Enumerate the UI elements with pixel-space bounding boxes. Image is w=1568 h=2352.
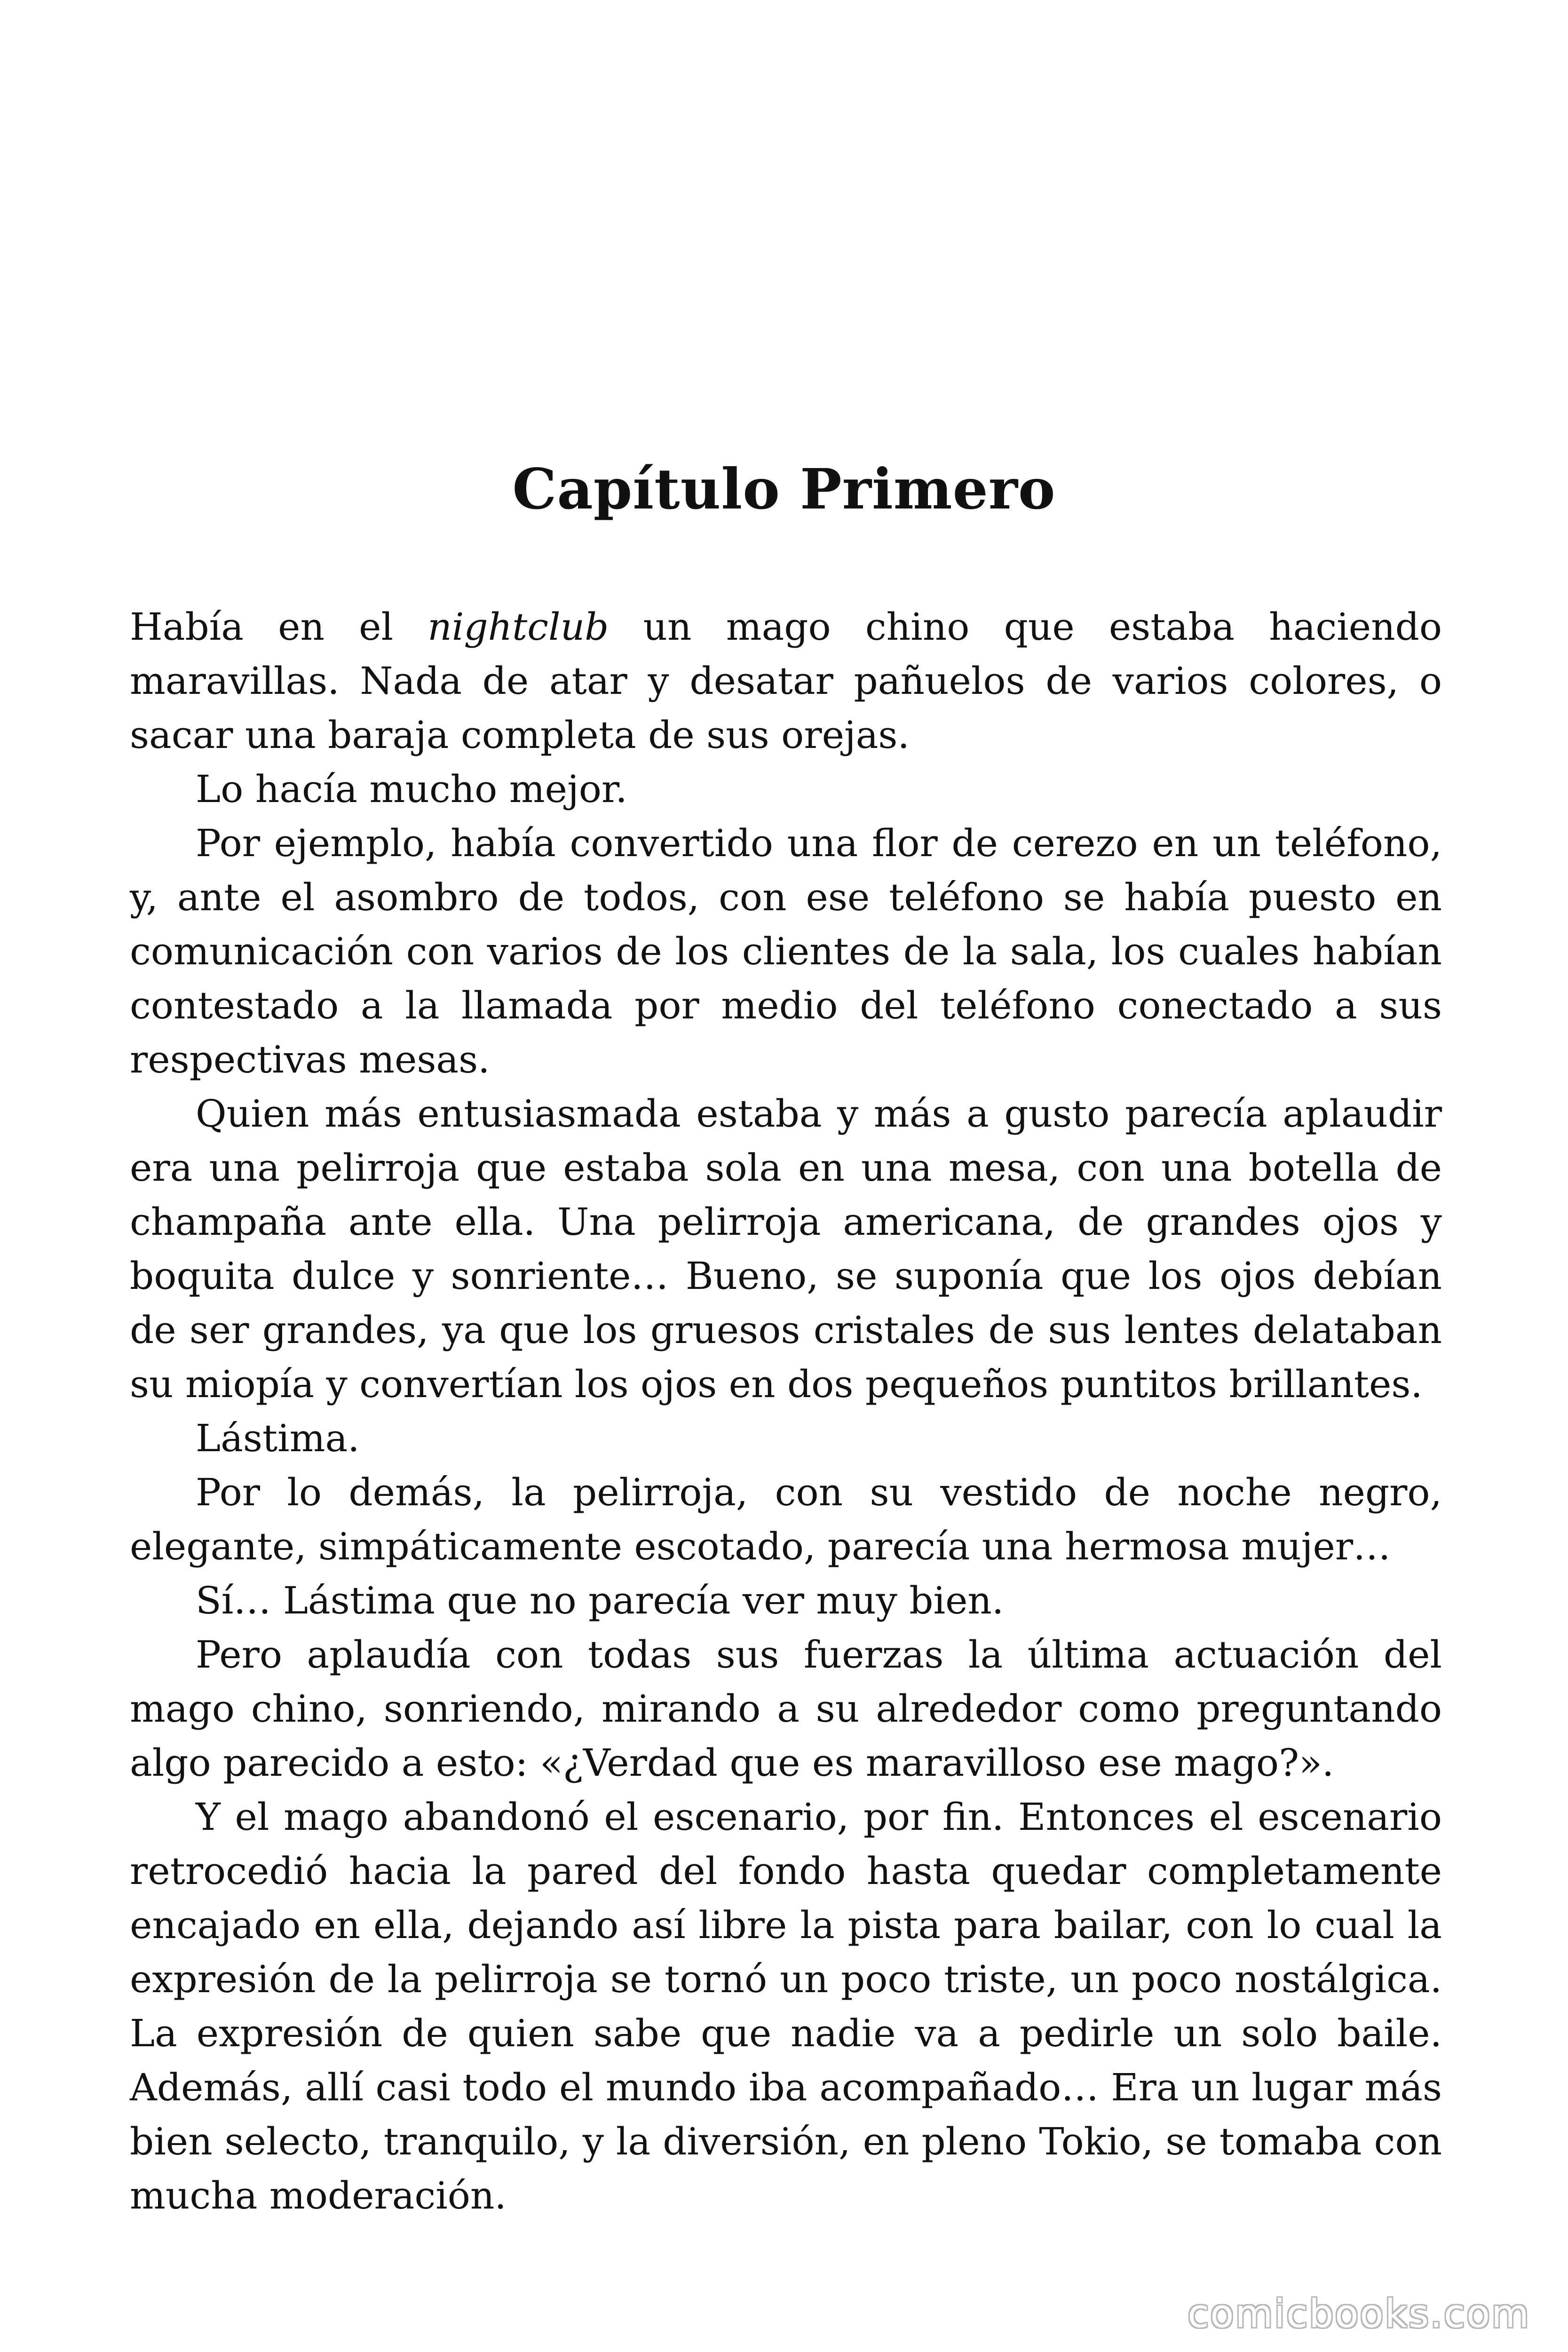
paragraph: Sí… Lástima que no parecía ver muy bien. [196, 1579, 1004, 1622]
paragraph-text-end: un mago chino que estaba haciendo maravillas. Nada de atar y desatar pañuelos de varios colores, o sacar una baraja completa de sus orejas. [130, 605, 1442, 757]
chapter-title: Capítulo Primero [512, 456, 1056, 522]
paragraph: Por lo demás, la pelirroja, con su vestido de noche negro, elegante, simpáticamente escotado, parecía una hermosa mujer… [130, 1470, 1442, 1568]
paragraph: Pero aplaudía con todas sus fuerzas la última actuación del mago chino, sonriendo, mirando a su alrededor como preguntando algo parecido a esto: «¿Verdad que es maravilloso ese mago?». [130, 1633, 1442, 1785]
paragraph: Por ejemplo, había convertido una flor de cerezo en un teléfono, y, ante el asombro de todos, con ese teléfono se había puesto en comunicación con varios de los clientes de la sala, los cuales habían contestado a la llamada por medio del teléfono conectado a sus respectivas mesas. [130, 821, 1442, 1081]
paragraph: Y el mago abandonó el escenario, por fin. Entonces el escenario retrocedió hacia la pared del fondo hasta quedar completamente encajado en ella, dejando así libre la pista para bailar, con lo cual la expresión de la pelirroja se tornó un poco triste, un poco nostálgica. La expresión de quien sabe que nadie va a pedirle un solo baile. Además, allí casi todo el mundo iba acompañado… Era un lugar más bien selecto, tranquilo, y la diversión, en pleno Tokio, se tomaba con mucha moderación. [130, 1795, 1442, 2217]
chapter-body [130, 600, 1442, 2223]
paragraph: Lástima. [196, 1416, 360, 1460]
italic-term: nightclub [428, 605, 609, 649]
paragraph: Quien más entusiasmada estaba y más a gusto parecía aplaudir era una pelirroja que estaba sola en una mesa, con una botella de champaña ante ella. Una pelirroja americana, de grandes ojos y boquita dulce y sonriente… Bueno, se suponía que los ojos debían de ser grandes, ya que los gruesos cristales de sus lentes delataban su miopía y convertían los ojos en dos pequeños puntitos brillantes. [130, 1092, 1442, 1406]
paragraph [130, 600, 1442, 762]
paragraph: Lo hacía mucho mejor. [196, 767, 627, 811]
watermark: comicbooks.com [1188, 2292, 1530, 2336]
paragraph-text-start: Había en el [130, 605, 428, 649]
